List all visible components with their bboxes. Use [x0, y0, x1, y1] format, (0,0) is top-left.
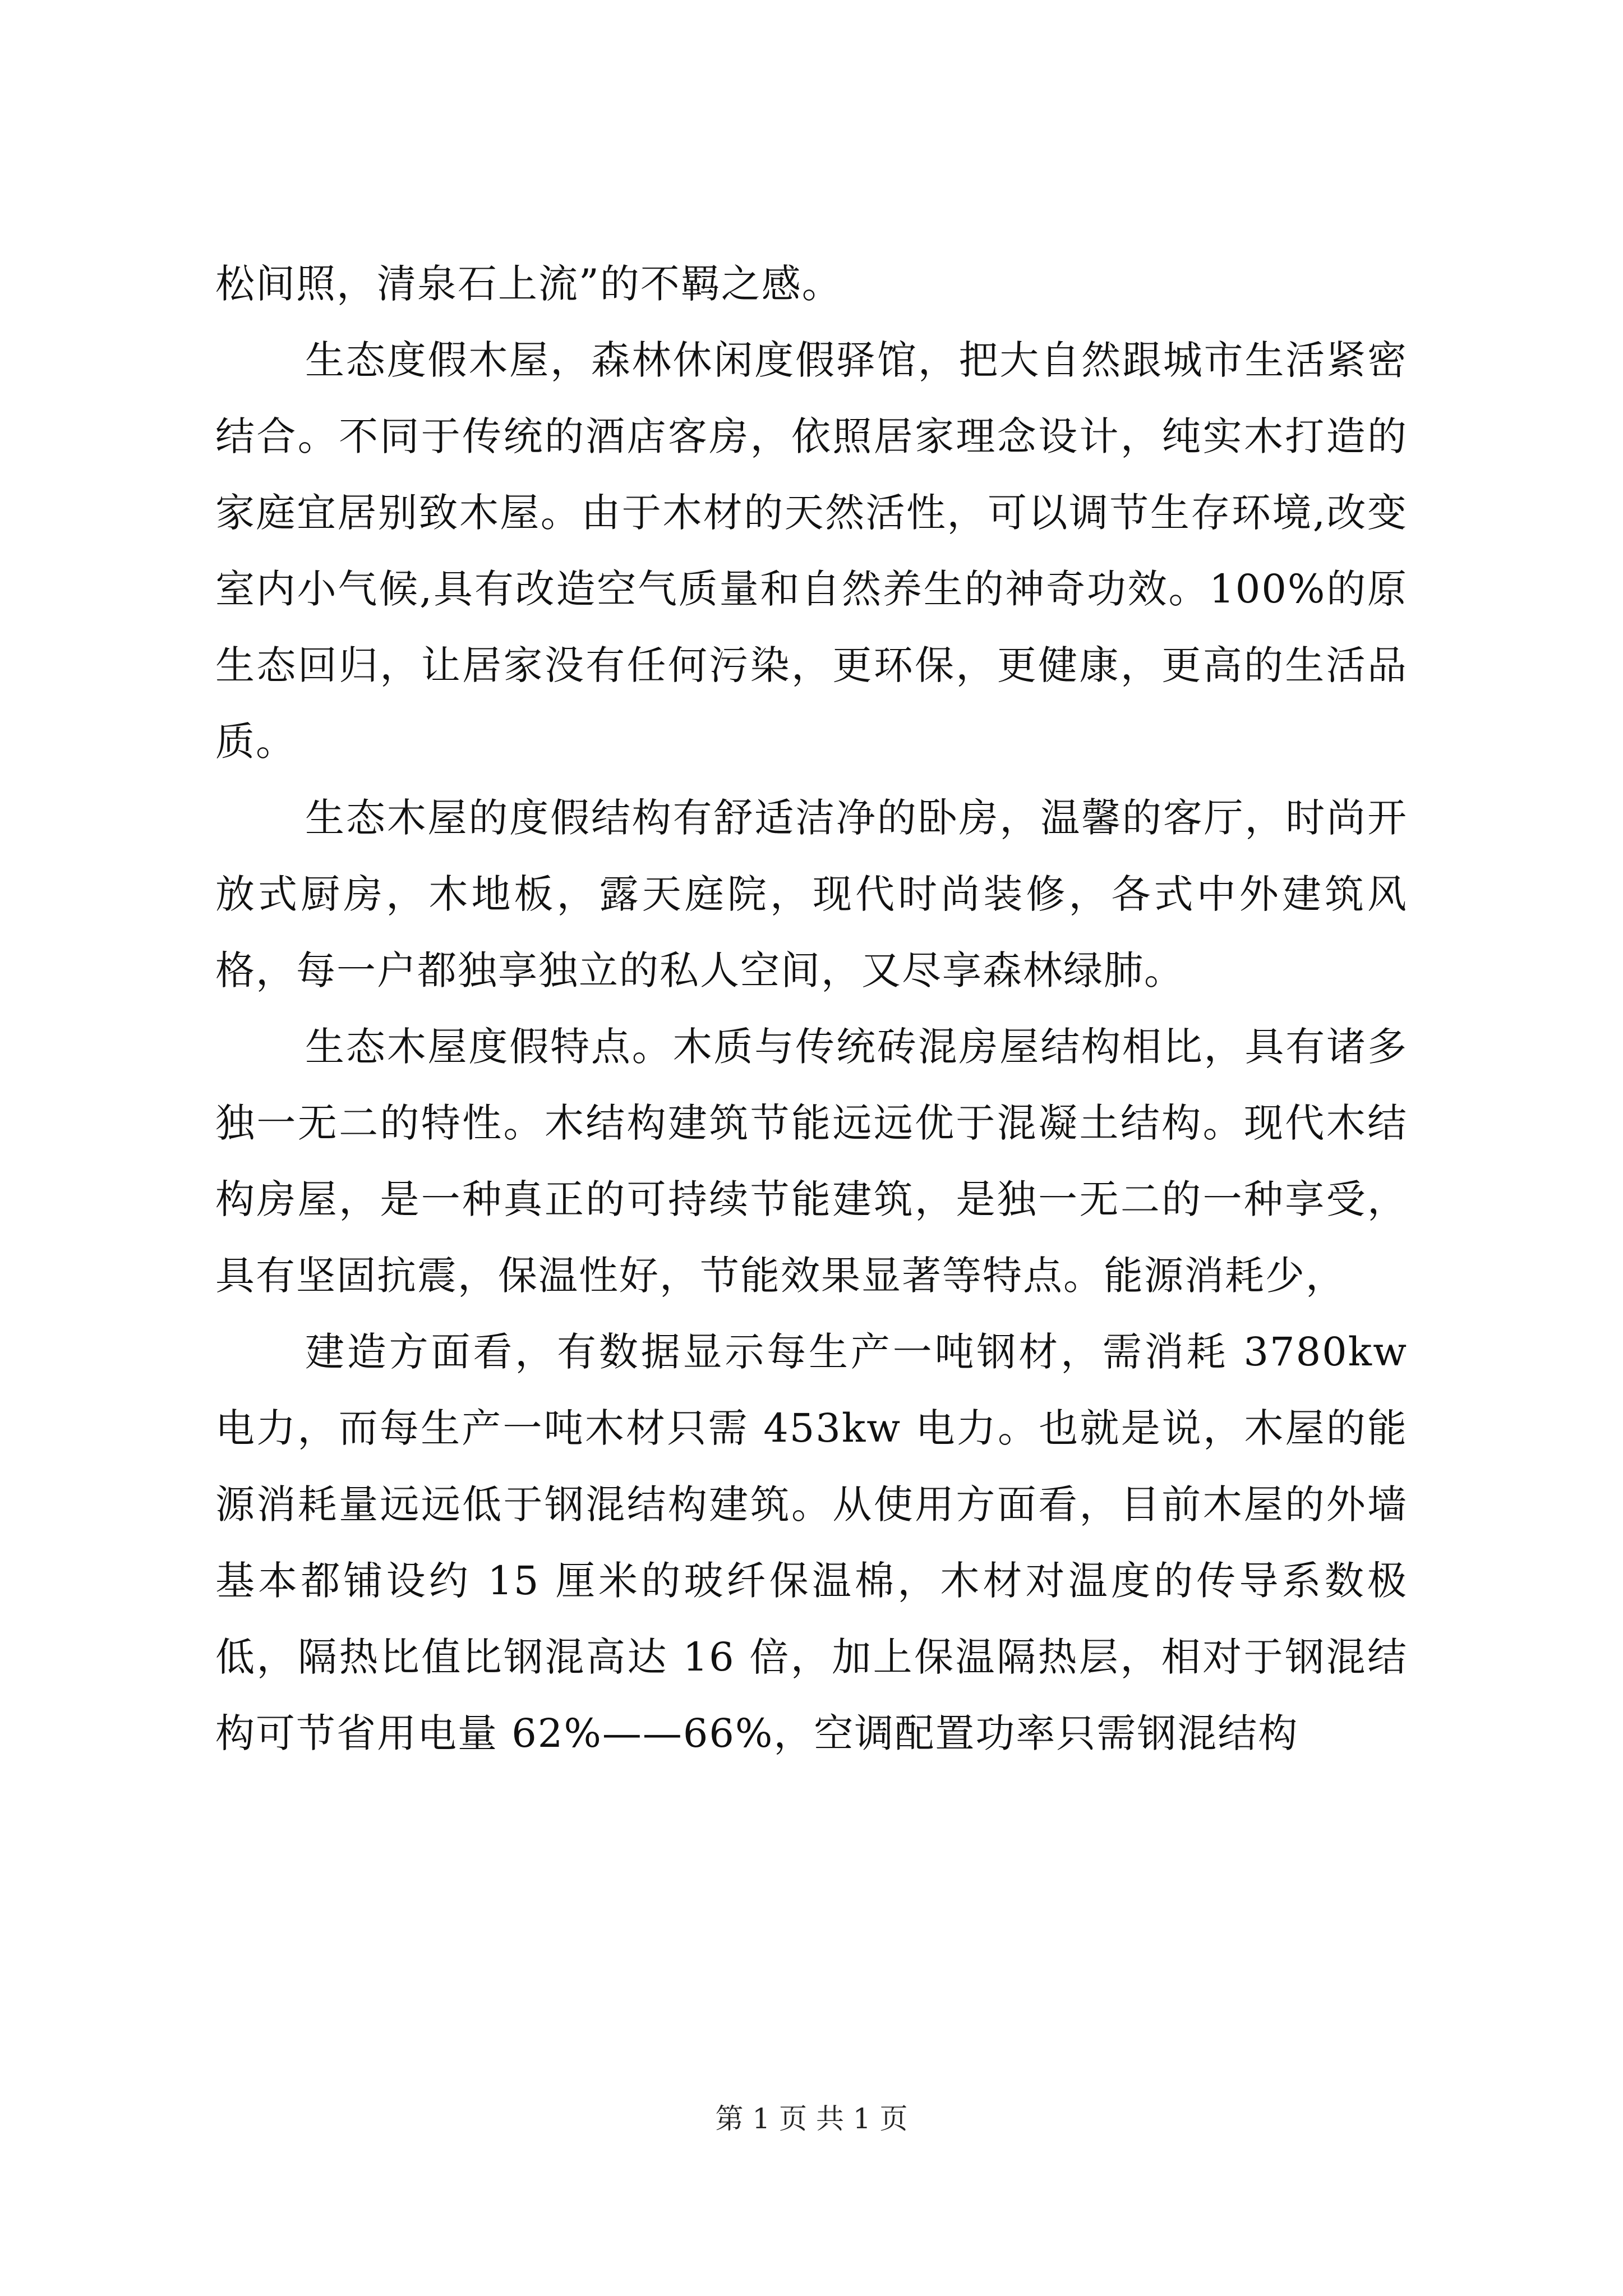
document-body — [215, 246, 1408, 1772]
paragraph-cabin-structure: 生态木屋的度假结构有舒适洁净的卧房，温馨的客厅，时尚开放式厨房，木地板，露天庭院，现代时尚装修，各式中外建筑风格，每一户都独享独立的私人空间，又尽享森林绿肺。 — [215, 795, 1408, 993]
paragraph-continuation: 松间照，清泉石上流”的不羁之感。 — [215, 261, 842, 307]
paragraph-energy-comparison: 建造方面看，有数据显示每生产一吨钢材，需消耗 3780kw 电力，而每生产一吨木材只需 453kw 电力。也就是说，木屋的能源消耗量远远低于钢混结构建筑。从使用方面看，目前木屋的外墙基本都铺设约 15 厘米的玻纤保温棉，木材对温度的传导系数极低，隔热比值比钢混高达 16 倍，加上保温隔热层，相对于钢混结构可节省用电量 62%——66%，空调配置功率只需钢混结构 — [215, 1329, 1408, 1756]
page-footer: 第 1 页 共 1 页 — [715, 2102, 908, 2135]
paragraph-eco-cabin-intro: 生态度假木屋，森林休闲度假驿馆，把大自然跟城市生活紧密结合。不同于传统的酒店客房，依照居家理念设计，纯实木打造的家庭宜居别致木屋。由于木材的天然活性，可以调节生存环境,改变室内小气候,具有改造空气质量和自然养生的神奇功效。100%的原生态回归，让居家没有任何污染，更环保，更健康，更高的生活品质。 — [215, 337, 1408, 765]
paragraph-cabin-features: 生态木屋度假特点。木质与传统砖混房屋结构相比，具有诸多独一无二的特性。木结构建筑节能远远优于混凝土结构。现代木结构房屋，是一种真正的可持续节能建筑，是独一无二的一种享受，具有坚固抗震，保温性好，节能效果显著等特点。能源消耗少， — [215, 1024, 1408, 1299]
